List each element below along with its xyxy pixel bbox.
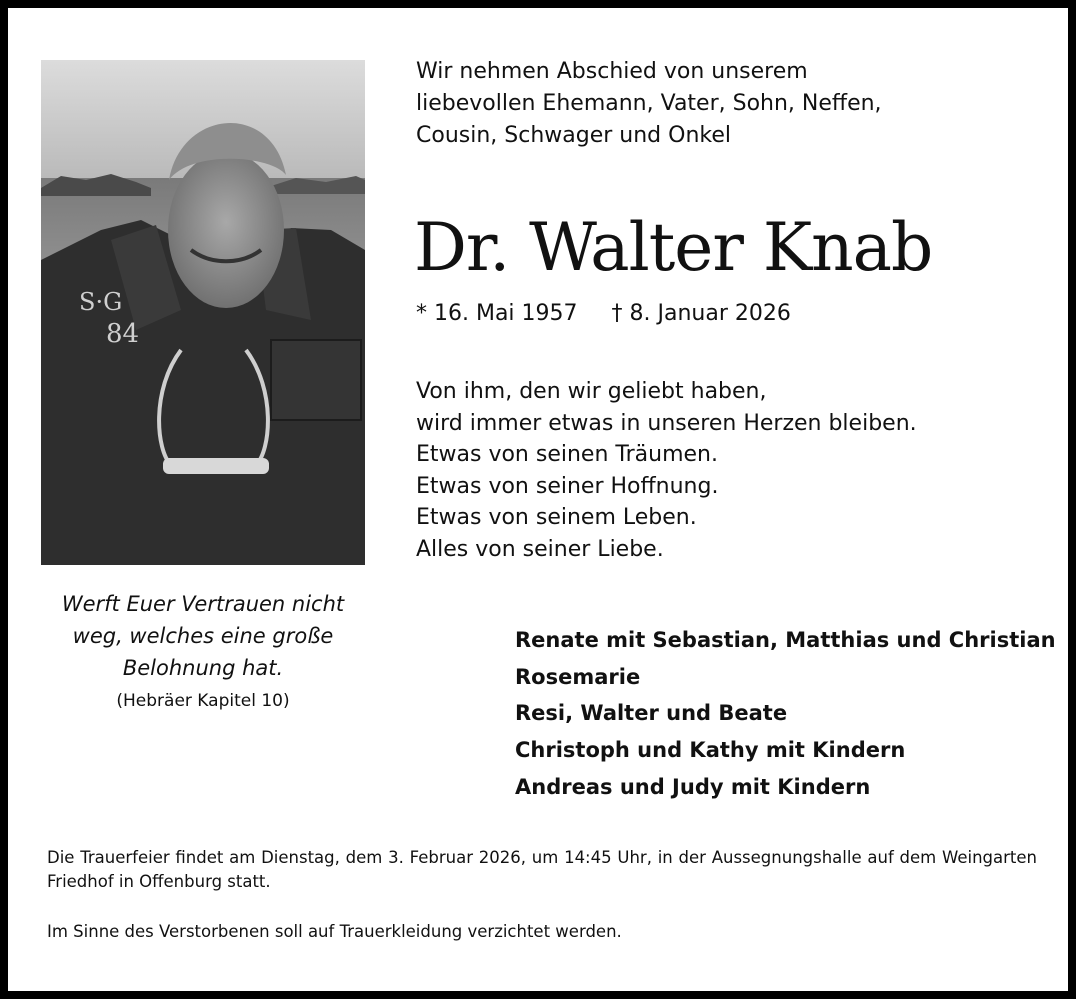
intro-line: Cousin, Schwager und Onkel [416,123,731,148]
mourner-entry: Resi, Walter und Beate [515,701,788,726]
farewell-intro [416,56,1036,152]
life-dates [416,299,1036,329]
poem-line: wird immer etwas in unseren Herzen bleiben. [416,410,917,436]
funeral-notice: Die Trauerfeier findet am Dienstag, dem 3. Februar 2026, um 14:45 Uhr, in der Aussegnungshalle auf dem Weingarten Friedhof in Offenburg statt. [47,848,1037,891]
mourner-entry: Rosemarie [515,664,641,689]
verse-reference: (Hebräer Kapitel 10) [116,691,290,711]
birth-date: * 16. Mai 1957 [416,301,578,326]
poem-line: Alles von seiner Liebe. [416,536,664,562]
mourners-list [515,622,1055,806]
obituary-notice [8,8,1068,991]
intro-line: Wir nehmen Abschied von unserem [416,59,808,84]
shirt-print-number: 84 [106,319,140,349]
clothing-notice: Im Sinne des Verstorbenen soll auf Trauerkleidung verzichtet werden. [47,922,622,941]
mourner-entry: Christoph und Kathy mit Kindern [515,738,906,763]
mourner-entry: Andreas und Judy mit Kindern [515,774,871,799]
mourner-entry: Renate mit Sebastian, Matthias und Christian [515,628,1056,652]
poem-line: Von ihm, den wir geliebt haben, [416,379,767,404]
shirt-print-text: S·G [79,288,123,316]
intro-line: liebevollen Ehemann, Vater, Sohn, Neffen, [416,91,882,116]
portrait-illustration [41,60,365,565]
bible-verse [41,588,365,714]
portrait-photo [41,60,365,565]
verse-line: Werft Euer Vertrauen nicht [61,592,345,616]
poem-line: Etwas von seiner Hoffnung. [416,473,719,499]
memorial-poem [416,376,1036,565]
deceased-name: Dr. Walter Knab [414,209,933,286]
verse-line: Belohnung hat. [122,656,284,680]
death-date: † 8. Januar 2026 [611,301,791,326]
verse-line: weg, welches eine große [72,624,334,648]
poem-line: Etwas von seinen Träumen. [416,442,718,467]
poem-line: Etwas von seinem Leben. [416,505,697,530]
